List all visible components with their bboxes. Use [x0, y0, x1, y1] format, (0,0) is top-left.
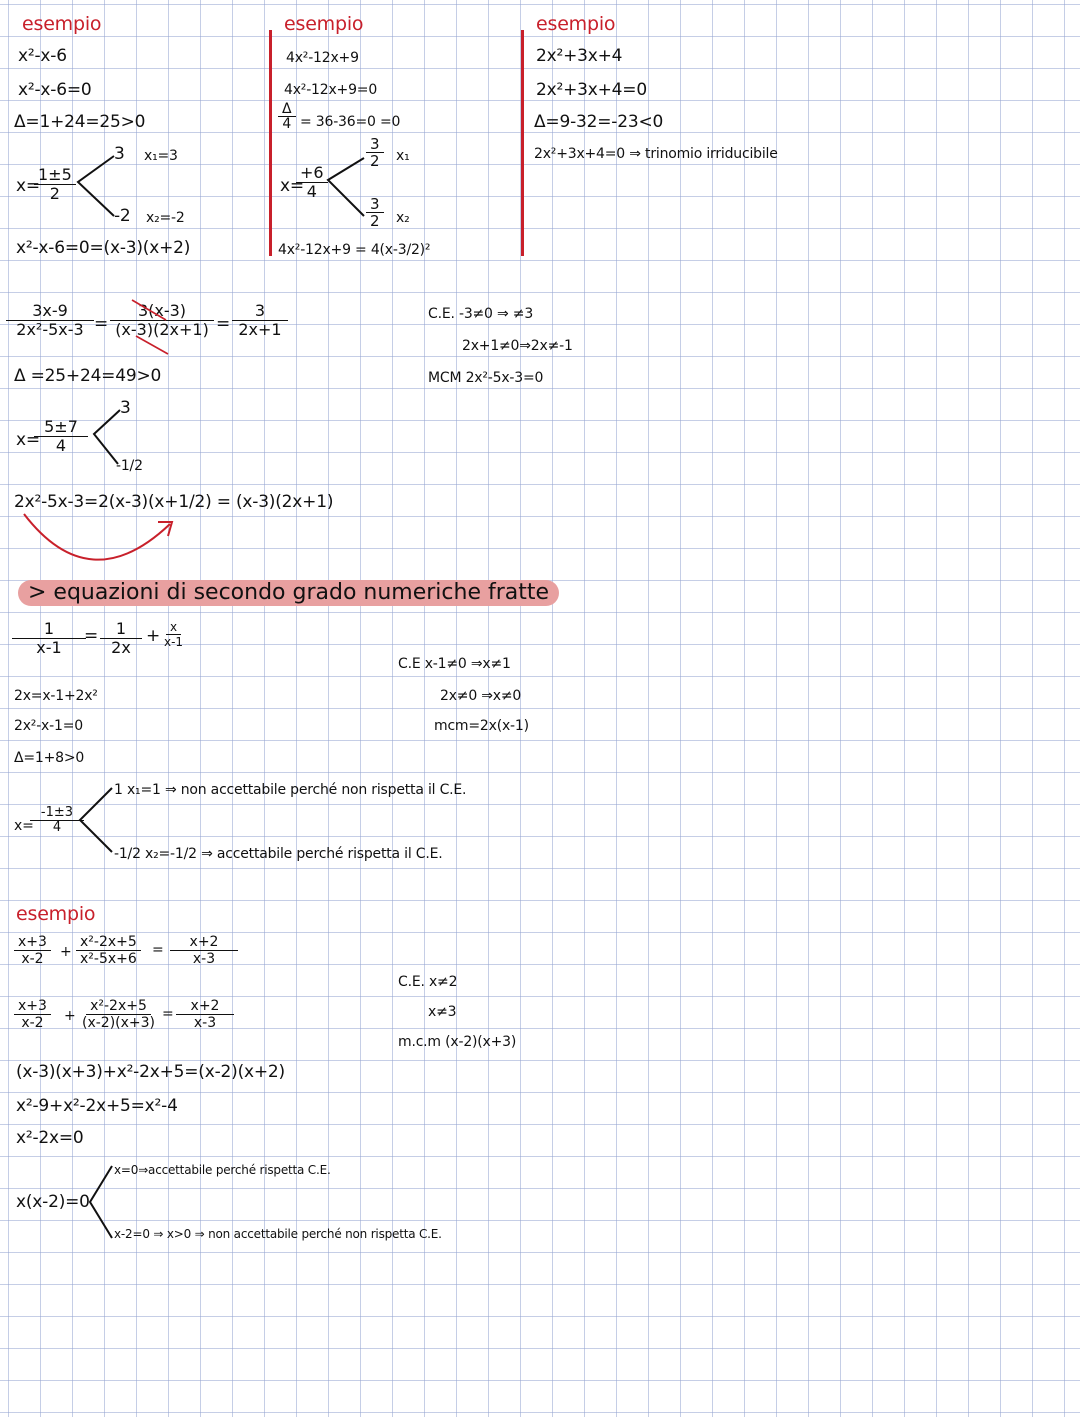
- numerator: 3(x-3): [110, 302, 214, 321]
- denominator: 2: [370, 212, 380, 230]
- numerator: -1±3: [30, 806, 84, 821]
- discriminant: Δ=9-32=-23<0: [534, 112, 664, 132]
- denominator: 4: [55, 436, 67, 455]
- root-1-fraction: [366, 136, 384, 169]
- mcm: m.c.m (x-2)(x+3): [398, 1034, 517, 1050]
- existence-condition-1: C.E x-1≠0 ⇒x≠1: [398, 656, 511, 672]
- denominator: 2x²-5x-3: [16, 320, 84, 339]
- numerator: x²-2x+5: [86, 998, 151, 1015]
- numerator: x+3: [14, 998, 51, 1015]
- discriminant: Δ=1+24=25>0: [14, 112, 146, 132]
- delta-over-4: [278, 102, 296, 131]
- branch-icon: [88, 1164, 114, 1244]
- expression: 2x²+3x+4: [536, 46, 623, 66]
- root-2: -1/2: [116, 458, 143, 474]
- denominator: (x-2)(x+3): [82, 1015, 156, 1031]
- denominator: 2x+1: [238, 320, 282, 339]
- lhs-fraction: [12, 620, 86, 657]
- branch-icon: [76, 152, 116, 222]
- equals-sign: =: [162, 1006, 174, 1022]
- denominator: x-3: [193, 1015, 217, 1031]
- existence-condition-2: 2x≠0 ⇒x≠0: [440, 688, 522, 704]
- step-1: 2x=x-1+2x²: [14, 688, 98, 704]
- denominator: x-3: [192, 951, 216, 967]
- strikethrough-icon: [130, 298, 170, 358]
- factored-form: x²-x-6=0=(x-3)(x+2): [16, 238, 191, 258]
- quadratic-formula-fraction: [34, 166, 76, 203]
- x-lhs: x=: [280, 176, 304, 196]
- example-label: esempio: [16, 903, 96, 925]
- plus-sign: +: [146, 626, 161, 646]
- root-2-name: x₂: [396, 210, 410, 226]
- denominator: x²-5x+6: [80, 951, 137, 967]
- x-lhs: x=: [16, 176, 40, 196]
- numerator: 1±5: [34, 166, 76, 185]
- existence-condition-1: C.E. x≠2: [398, 974, 458, 990]
- step-2: x²-9+x²-2x+5=x²-4: [16, 1096, 178, 1116]
- denominator: 4: [52, 820, 62, 835]
- denominator: x-2: [21, 951, 44, 967]
- root-2: -2: [114, 206, 131, 226]
- quadratic-formula-fraction: [34, 418, 88, 455]
- branch-2-analysis: x-2=0 ⇒ x>0 ⇒ non accettabile perché non rispetta C.E.: [114, 1227, 442, 1241]
- existence-condition-2: x≠3: [428, 1004, 457, 1020]
- denominator: x-2: [21, 1015, 44, 1031]
- root-2-name: x₂=-2: [146, 210, 185, 226]
- root-2-analysis: -1/2 x₂=-1/2 ⇒ accettabile perché rispetta il C.E.: [114, 846, 443, 862]
- equals-sign: =: [152, 942, 164, 958]
- equation: x²-x-6=0: [18, 80, 92, 100]
- quadratic-formula-fraction: [30, 806, 84, 835]
- root-1-analysis: 1 x₁=1 ⇒ non accettabile perché non rispetta il C.E.: [114, 782, 467, 798]
- equation: 2x²+3x+4=0: [536, 80, 647, 100]
- denominator: 2: [49, 184, 60, 203]
- denominator: 4: [306, 182, 317, 201]
- factored-form: 4x²-12x+9 = 4(x-3/2)²: [278, 242, 431, 258]
- numerator: 3: [232, 302, 288, 321]
- example-label: esempio: [284, 13, 364, 35]
- step-3: x²-2x=0: [16, 1128, 84, 1148]
- equals-sign: =: [94, 314, 109, 334]
- example-label: esempio: [536, 13, 616, 35]
- expression: x²-x-6: [18, 46, 67, 66]
- conclusion: 2x²+3x+4=0 ⇒ trinomio irriducibile: [534, 146, 778, 162]
- denominator: 2x: [111, 638, 131, 657]
- factored-equation: x(x-2)=0: [16, 1192, 90, 1212]
- numerator: x²-2x+5: [76, 934, 141, 951]
- example-label: esempio: [22, 13, 102, 35]
- step-1: (x-3)(x+3)+x²-2x+5=(x-2)(x+2): [16, 1062, 285, 1082]
- fraction-simplified: [232, 302, 288, 339]
- branch-icon: [78, 786, 114, 856]
- section-title: > equazioni di secondo grado numeriche fratte: [18, 580, 559, 606]
- equals-sign: =: [84, 626, 99, 646]
- numerator: x+3: [14, 934, 51, 951]
- root-1-name: x₁: [396, 148, 410, 164]
- quadratic-formula-fraction: [296, 164, 328, 201]
- fraction-c: [170, 934, 238, 967]
- root-2-fraction: [366, 196, 384, 229]
- expression: 4x²-12x+9: [286, 50, 359, 66]
- root-1: 3: [114, 144, 125, 164]
- equation: 4x²-12x+9=0: [284, 82, 378, 98]
- existence-condition-1: C.E. -3≠0 ⇒ ≠3: [428, 306, 534, 322]
- denominator: x-1: [36, 638, 62, 657]
- arrow-icon: [20, 510, 180, 570]
- numerator: x+2: [170, 934, 238, 951]
- denominator: 2: [370, 152, 380, 170]
- column-divider: [269, 30, 272, 256]
- numerator: Δ: [278, 102, 296, 117]
- branch-icon: [326, 156, 366, 222]
- numerator: 3: [366, 136, 384, 153]
- numerator: 5±7: [34, 418, 88, 437]
- column-divider: [521, 30, 524, 256]
- denominator: 4: [282, 116, 292, 132]
- numerator: 1: [100, 620, 142, 639]
- factored-form: 2x²-5x-3=2(x-3)(x+1/2) = (x-3)(2x+1): [14, 492, 334, 512]
- existence-condition-2: 2x+1≠0⇒2x≠-1: [462, 338, 573, 354]
- fraction-b-factored: [78, 998, 159, 1031]
- numerator: +6: [296, 164, 328, 183]
- fraction-b: [76, 934, 141, 967]
- mcm: MCM 2x²-5x-3=0: [428, 370, 544, 386]
- numerator: x: [166, 620, 181, 635]
- numerator: 3x-9: [6, 302, 94, 321]
- denominator: x-1: [164, 635, 184, 649]
- discriminant: Δ =25+24=49>0: [14, 366, 162, 386]
- x-lhs: x=: [14, 818, 34, 834]
- branch-1-analysis: x=0⇒accettabile perché rispetta C.E.: [114, 1163, 331, 1177]
- step-3: Δ=1+8>0: [14, 750, 85, 766]
- mcm: mcm=2x(x-1): [434, 718, 529, 734]
- equals-sign: =: [216, 314, 231, 334]
- plus-sign: +: [64, 1008, 76, 1024]
- fraction-a: [14, 998, 51, 1031]
- denominator: (x-3)(2x+1): [115, 320, 209, 339]
- numerator: 3: [366, 196, 384, 213]
- rhs-fraction-1: [100, 620, 142, 657]
- x-lhs: x=: [16, 430, 40, 450]
- fraction-a: [14, 934, 51, 967]
- fraction-c: [176, 998, 234, 1031]
- discriminant: = 36-36=0 =0: [300, 114, 401, 130]
- step-2: 2x²-x-1=0: [14, 718, 83, 734]
- plus-sign: +: [60, 944, 72, 960]
- rhs-fraction-2: [160, 620, 187, 649]
- fraction-original: [8, 302, 92, 339]
- root-1: 3: [120, 398, 131, 418]
- numerator: x+2: [176, 998, 234, 1015]
- numerator: 1: [12, 620, 86, 639]
- root-1-name: x₁=3: [144, 148, 178, 164]
